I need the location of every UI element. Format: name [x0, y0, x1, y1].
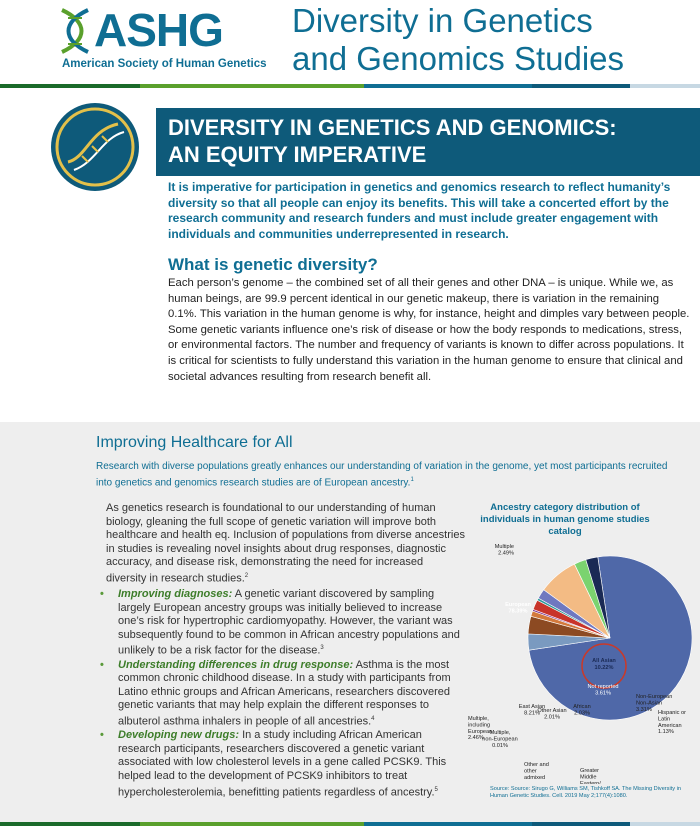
slice-label: European — [468, 728, 493, 735]
slice-label: Middle — [580, 774, 597, 781]
slice-label: Other Asian — [537, 708, 567, 714]
rule-segment — [532, 822, 630, 826]
rule-segment — [140, 822, 364, 826]
slice-label: Greater — [580, 768, 599, 774]
document-title-line1: Diversity in Genetics — [292, 2, 593, 39]
slice-label: Eastern/ — [580, 780, 601, 784]
dna-logo-icon — [58, 8, 92, 54]
bullet-dot: • — [100, 588, 104, 600]
all-asian-label: All Asian — [592, 658, 616, 664]
slice-label: Non-European — [636, 694, 673, 700]
intro-paragraph: It is imperative for participation in genetics and genomics research to reflect humanity’s diversity so that all people can enjoy its benefits. This will take a concerted effort by the research community and research funders and must include greater engagement with individuals and communities underrepresented in research. — [168, 180, 671, 241]
slice-label: other — [524, 768, 537, 775]
healthcare-body-text: As genetics research is foundational to our understanding of human biology, gleaning the full scope of genetic variation will improve both healthcare and health eq. Inclusion of populations from diverse ancestries in studies is revealing novel insights about drug responses, diagnostic accuracy, and disease risk, demonstrating the need for increased diversity in research studies. — [106, 502, 465, 585]
list-item — [100, 659, 466, 730]
all-asian-value-label: 10.22% — [594, 665, 614, 671]
rule-segment — [364, 822, 532, 826]
section-banner — [156, 108, 700, 176]
slice-value-label: 2.49% — [498, 550, 514, 557]
slice-label: African — [573, 704, 591, 710]
dna-helix-icon — [48, 100, 142, 194]
slice-value-label: 3.31% — [636, 706, 652, 713]
bullet-dot: • — [100, 658, 104, 671]
genetic-diversity-paragraph: Each person’s genome – the combined set of all their genes and other DNA – is unique. While we, as human beings, are 99.9 percent identical in our genetic makeup, there is variation in the remaining 0.1%. This variation in the human genome is why, for instance, height and dimples vary between people. Some genetic variants influence one’s risk of disease or how the body responds to medications, stress, or environmental factors. The number and frequency of variants is known to differ across populations. It is critical for scientists to fully understand this variation in the human genome to ensure that clinical and societal advances resulting from research benefit all. — [168, 277, 690, 383]
bullet-lead: Developing new drugs: — [118, 729, 240, 742]
slice-label: American — [658, 722, 682, 729]
chart-source: Source: Source: Sirugo G, Williams SM, Tishkoff SA. The Missing Diversity in Human Genetic Studies. Cell. 2019 May 2;177(4):1080. — [490, 786, 681, 800]
banner-title-line2: AN EQUITY IMPERATIVE — [168, 142, 427, 167]
bottom-color-rule — [0, 822, 700, 826]
bullet-lead: Understanding differences in drug response: — [118, 658, 354, 671]
slice-label: including — [468, 722, 491, 729]
rule-segment — [0, 84, 140, 88]
bullet-dot: • — [100, 729, 104, 742]
banner-title — [168, 114, 617, 168]
rule-segment — [0, 822, 140, 826]
footnote-ref: 1 — [410, 476, 414, 483]
banner-title-line1: DIVERSITY IN GENETICS AND GENOMICS: — [168, 115, 617, 140]
healthcare-intro-text: Research with diverse populations greatly enhances our understanding of variation in the genome, yet most participants recruited into genetics and genomics research studies are of European ancestry. — [96, 461, 668, 488]
slice-value-label: 8.21% — [524, 710, 540, 717]
footnote-ref: 3 — [320, 645, 324, 652]
slice-label: Other and — [524, 762, 549, 768]
top-color-rule — [0, 84, 700, 88]
slice-value-label: 78.39% — [508, 608, 528, 615]
slice-label: Hispanic or — [658, 710, 686, 716]
bullet-text: Asthma is the most common chronic childhood disease. In a study with participants from Latino ethnic groups and African Americans, researchers discovered genetic variants that may help explain the different responses to albuterol asthma inhalers in people of all ancestries. — [118, 658, 451, 728]
heading-genetic-diversity: What is genetic diversity? — [168, 255, 378, 274]
list-item — [100, 729, 466, 800]
slice-label: non-European — [482, 736, 518, 743]
rule-segment — [630, 84, 700, 88]
chart-title: Ancestry category distribution of individuals in human genome studies catalog — [480, 502, 650, 537]
slice-label: Multiple, — [489, 730, 511, 736]
footnote-ref: 4 — [371, 716, 375, 722]
rule-segment — [532, 84, 630, 88]
bullet-text: In a study including African American research participants, researchers discovered a genetic variant associated with low cholesterol levels in a gene called PCSK9. This helped lead to the development of PCSK9 inhibitors to treat hypercholesterolemia, benefitting patients regardless of ancestry. — [118, 729, 447, 799]
slice-label: Non-Asian — [636, 700, 663, 707]
examples-list — [100, 588, 466, 800]
rule-segment — [630, 822, 700, 826]
slice-label: European — [505, 602, 531, 608]
heading-improving-healthcare: Improving Healthcare for All — [96, 434, 293, 451]
slice-value-label: 2.01% — [544, 714, 560, 721]
slice-value-label: 2.03% — [574, 710, 590, 717]
slice-label: Latin — [658, 716, 671, 723]
list-item — [100, 588, 466, 659]
bullet-text: A genetic variant discovered by sampling largely European ancestry groups was initially believed to increase one’s risk for hypertrophic cardiomyopathy. However, the variant was subsequently found to be common in African ancestry populations and unlikely to be a risk factor for the disease. — [118, 588, 460, 658]
bullet-lead: Improving diagnoses: — [118, 588, 233, 600]
logo-subtitle: American Society of Human Genetics — [62, 58, 267, 70]
rule-segment — [140, 84, 364, 88]
healthcare-intro — [96, 460, 686, 489]
slice-value-label: 1.13% — [658, 729, 674, 736]
document-title — [292, 2, 624, 78]
logo-text: ASHG — [94, 4, 223, 56]
slice-value-label: 3.61% — [595, 690, 611, 697]
slice-label: Multiple — [494, 544, 514, 550]
ancestry-pie-chart — [460, 538, 692, 784]
footnote-ref: 2 — [244, 572, 249, 579]
healthcare-body — [106, 502, 466, 586]
slice-label: admixed — [524, 774, 546, 781]
rule-segment — [364, 84, 532, 88]
slice-label: Not reported — [587, 684, 619, 690]
slice-value-label: 2.46% — [468, 735, 484, 742]
slice-label: East Asian — [518, 704, 546, 710]
footnote-ref: 5 — [434, 786, 438, 793]
document-title-line2: and Genomics Studies — [292, 40, 625, 77]
header — [0, 0, 700, 84]
slice-value-label: 0.01% — [492, 742, 508, 749]
slice-label: Multiple, — [468, 716, 489, 722]
